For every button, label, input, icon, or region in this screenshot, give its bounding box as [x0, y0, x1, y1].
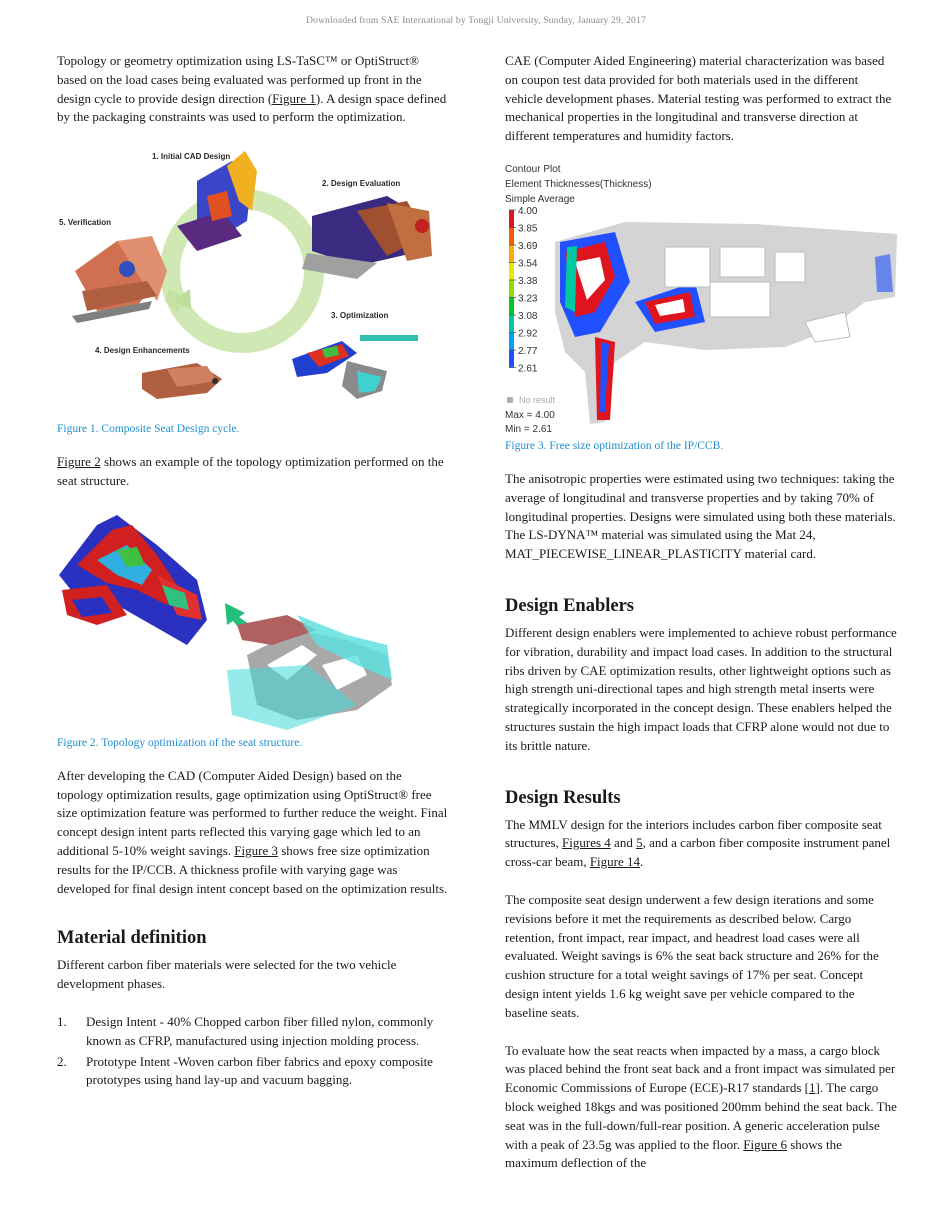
stage-5-label: 5. Verification	[59, 218, 112, 228]
optimization-banner	[360, 335, 418, 341]
figure-2	[57, 505, 449, 737]
legend-color-band	[509, 315, 514, 333]
legend-tick-label: 2.61	[518, 363, 538, 375]
verification-seat-image	[72, 236, 167, 323]
legend-tick-label: 3.85	[518, 223, 538, 235]
figure-3-caption: Figure 3. Free size optimization of the IP/CCB.	[505, 439, 724, 452]
paragraph-topology: Topology or geometry optimization using LS-TaSC™ or OptiStruct® based on the load cases being evaluated was performed up front in the design cycle to provide design direction (Figure 1). A design space defined by the packaging constraints was used to perform the optimization.	[57, 53, 447, 125]
stage-4-label: 4. Design Enhancements	[95, 346, 190, 356]
contour-legend	[509, 206, 538, 375]
figure-3-link[interactable]: Figure 3	[234, 842, 278, 858]
paragraph-gage-optimization: After developing the CAD (Computer Aided Design) based on the topology optimization results, gage optimization using OptiStruct® free size optimization feature was performed to further reduce the weight. Final concept design intent parts reflected this varying gage which led to an additional 5-10% weight savings. Figure 3 shows free size optimization results for the IP/CCB. A thickness profile with varying gage was developed for final design intent concept based on the optimization results.	[57, 767, 448, 896]
contour-title: Contour Plot	[505, 163, 561, 175]
topology-seat-gray	[227, 615, 392, 730]
paragraph-seat-iterations: The composite seat design underwent a few design iterations and some revisions before it met the requirements as described below. Cargo retention, front impact, rear impact, and headrest load cases were all evaluated. Weight savings is 6% the seat back structure and 26% for the cushion structure for a total weight savings of 17% per seat. Concept design intent yields 1.6 kg weight save per vehicle compared to the baseline seats.	[505, 891, 879, 1020]
contour-subtitle: Element Thicknesses(Thickness)	[505, 178, 652, 190]
optimization-result-image	[292, 341, 387, 399]
heading-design-enablers: Design Enablers	[505, 595, 635, 616]
instrument-panel-model	[555, 222, 897, 424]
legend-tick-label: 2.77	[518, 345, 538, 357]
legend-color-band	[509, 280, 514, 298]
legend-tick-label: 3.54	[518, 258, 538, 270]
legend-color-band	[509, 210, 514, 228]
legend-color-band	[509, 262, 514, 280]
design-evaluation-seat-image	[302, 196, 432, 279]
min-value: Min = 2.61	[505, 423, 552, 435]
figures-4-link[interactable]: Figures 4	[562, 835, 611, 851]
figure-1-caption: Figure 1. Composite Seat Design cycle.	[57, 423, 240, 436]
legend-color-band	[509, 227, 514, 245]
figure-5-link[interactable]: 5	[636, 835, 643, 851]
legend-tick-label: 3.38	[518, 275, 538, 287]
stage-1-label: 1. Initial CAD Design	[152, 152, 231, 162]
design-enhancements-image	[142, 363, 222, 399]
topology-optimization-image	[57, 505, 449, 737]
legend-tick-label: 3.08	[518, 310, 538, 322]
figure-1	[57, 141, 449, 419]
stage-3-label: 3. Optimization	[331, 311, 389, 321]
no-result-swatch	[507, 397, 513, 403]
reference-1-link[interactable]: 1	[809, 1080, 816, 1096]
figure-2-link[interactable]: Figure 2	[57, 454, 101, 470]
legend-color-band	[509, 332, 514, 350]
ip-ccb-thickness-contour	[505, 162, 897, 438]
list-item: 1. Design Intent - 40% Chopped carbon fiber filled nylon, commonly known as CFRP, manufactured using injection molding process.	[57, 1013, 434, 1048]
legend-color-band	[509, 297, 514, 315]
design-cycle-diagram	[57, 141, 449, 419]
max-value: Max = 4.00	[505, 409, 555, 421]
topology-seat-colored	[59, 515, 207, 645]
legend-color-band	[509, 245, 514, 263]
legend-tick-label: 2.92	[518, 328, 538, 340]
legend-tick-label: 3.69	[518, 240, 538, 252]
figure-14-link[interactable]: Figure 14	[589, 854, 641, 870]
legend-tick-label: 3.23	[518, 293, 538, 305]
heading-material-definition: Material definition	[57, 928, 207, 949]
no-result-label: No result	[519, 394, 556, 405]
paragraph-figure-2-intro: Figure 2 shows an example of the topology optimization performed on the seat structure.	[57, 454, 444, 488]
list-item: 2. Prototype Intent -Woven carbon fiber fabrics and epoxy composite prototypes using hand lay-up and vacuum bagging.	[57, 1053, 433, 1088]
legend-color-band	[509, 350, 514, 368]
figure-1-link[interactable]: Figure 1	[272, 90, 316, 106]
paragraph-material-intro: Different carbon fiber materials were selected for the two vehicle development phases.	[57, 957, 397, 992]
paragraph-mmlv-design: The MMLV design for the interiors includes carbon fiber composite seat structures, Figures 4 and 5, and a carbon fiber composite instrument panel cross-car beam, Figure 14.	[505, 816, 891, 870]
right-column	[505, 52, 897, 1173]
heading-design-results: Design Results	[505, 787, 621, 808]
download-header: Downloaded from SAE International by Tongji University, Sunday, January 29, 2017	[306, 16, 646, 26]
initial-cad-seat-image	[177, 151, 257, 251]
paragraph-design-enablers: Different design enablers were implemented to achieve robust performance for vibration, durability and impact load cases. In addition to the structural ribs driven by CAE optimization results, other lightweight options such as high strength uni-directional tapes and high strength metal inserts were strategically incorporated in the concept design. These enablers helped the structures sustain the high impact loads that CFRP alone would not due to its brittle nature.	[505, 624, 897, 753]
paragraph-cargo-impact: To evaluate how the seat reacts when impacted by a mass, a cargo block was placed behind the front seat back and a front impact was simulated per Economic Commissions of Europe (ECE)-R17 standards [1]. The cargo block weighed 18kgs and was positioned 200mm behind the seat back. The seat was in the full-down/full-rear position. A generic acceleration pulse with a peak of 23.5g was applied to the floor. Figure 6 shows the maximum deflection of the	[505, 1042, 897, 1171]
left-column	[57, 52, 449, 1090]
legend-tick-label: 4.00	[518, 205, 538, 217]
material-list	[57, 1013, 449, 1090]
figure-6-link[interactable]: Figure 6	[743, 1136, 787, 1152]
paragraph-cae-material: CAE (Computer Aided Engineering) material characterization was based on coupon test data provided for both materials used in the different vehicle development phases. Material testing was performed to extract the mechanical properties in the longitudinal and transverse direction at different temperatures and humidity factors.	[505, 53, 892, 144]
figure-2-caption: Figure 2. Topology optimization of the seat structure.	[57, 736, 303, 749]
figure-3	[505, 162, 897, 438]
stage-2-label: 2. Design Evaluation	[322, 179, 401, 189]
paragraph-anisotropic: The anisotropic properties were estimated using two techniques: taking the average of longitudinal and transverse properties and by taking 70% of longitudinal properties. Designs were simulated using both these materials. The LS-DYNA™ material was simulated using the Mat 24, MAT_PIECEWISE_LINEAR_PLASTICITY material card.	[505, 470, 896, 562]
contour-average: Simple Average	[505, 193, 575, 205]
